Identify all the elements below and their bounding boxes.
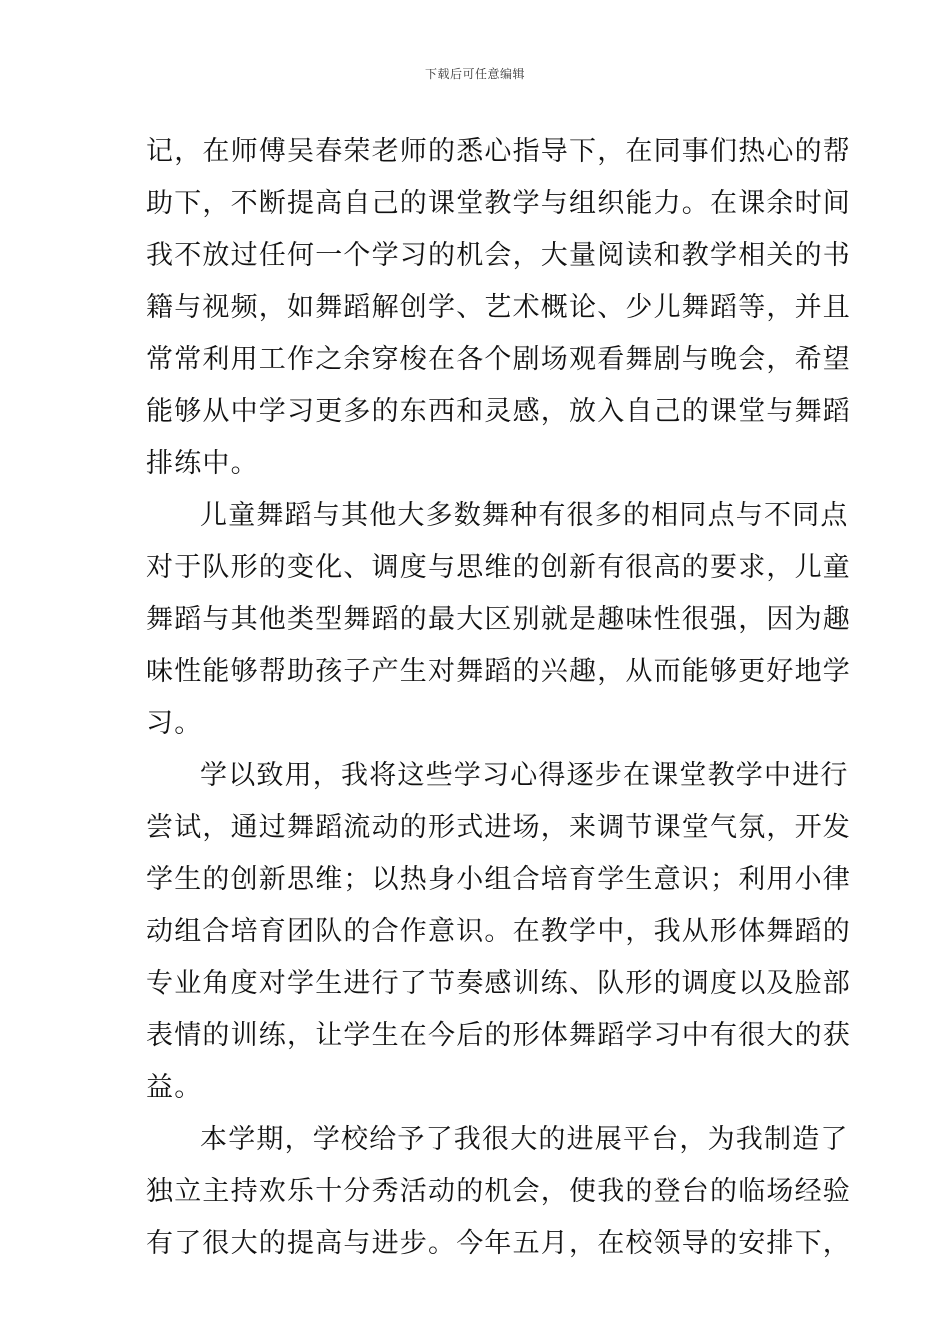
paragraph-first-line: 本学期，学校给予了我很大的进展平台，为我制造了 — [200, 1124, 849, 1155]
paragraph-first-line: 儿童舞蹈与其他大多数舞种有很多的相同点与不同点 — [200, 500, 849, 531]
text-line: 助下，不断提高自己的课堂教学与组织能力。在课余时间 — [146, 188, 851, 219]
text-line: 益。 — [146, 1072, 203, 1103]
text-line: 籍与视频，如舞蹈解创学、艺术概论、少儿舞蹈等，并且 — [146, 292, 851, 323]
text-line: 独立主持欢乐十分秀活动的机会，使我的登台的临场经验 — [146, 1176, 851, 1207]
text-line: 动组合培育团队的合作意识。在教学中，我从形体舞蹈的 — [146, 916, 851, 947]
text-line: 排练中。 — [146, 448, 259, 479]
text-line: 学生的创新思维；以热身小组合培育学生意识；利用小律 — [146, 864, 851, 895]
text-line: 专业角度对学生进行了节奏感训练、队形的调度以及脸部 — [146, 968, 851, 999]
text-line: 舞蹈与其他类型舞蹈的最大区别就是趣味性很强，因为趣 — [146, 604, 851, 635]
text-line: 尝试，通过舞蹈流动的形式进场，来调节课堂气氛，开发 — [146, 812, 851, 843]
paragraph-first-line: 学以致用，我将这些学习心得逐步在课堂教学中进行 — [200, 760, 849, 791]
text-line: 有了很大的提高与进步。今年五月，在校领导的安排下， — [146, 1228, 851, 1259]
header-note: 下载后可任意编辑 — [424, 67, 525, 81]
text-line: 习。 — [146, 708, 203, 739]
text-line: 我不放过任何一个学习的机会，大量阅读和教学相关的书 — [146, 240, 851, 271]
text-line: 记，在师傅吴春荣老师的悉心指导下，在同事们热心的帮 — [146, 136, 851, 167]
text-line: 表情的训练，让学生在今后的形体舞蹈学习中有很大的获 — [146, 1020, 851, 1051]
text-line: 能够从中学习更多的东西和灵感，放入自己的课堂与舞蹈 — [146, 396, 851, 427]
text-line: 对于队形的变化、调度与思维的创新有很高的要求，儿童 — [146, 552, 851, 583]
text-line: 味性能够帮助孩子产生对舞蹈的兴趣，从而能够更好地学 — [146, 656, 851, 687]
body-text — [146, 126, 851, 1270]
text-line: 常常利用工作之余穿梭在各个剧场观看舞剧与晚会，希望 — [146, 344, 851, 375]
